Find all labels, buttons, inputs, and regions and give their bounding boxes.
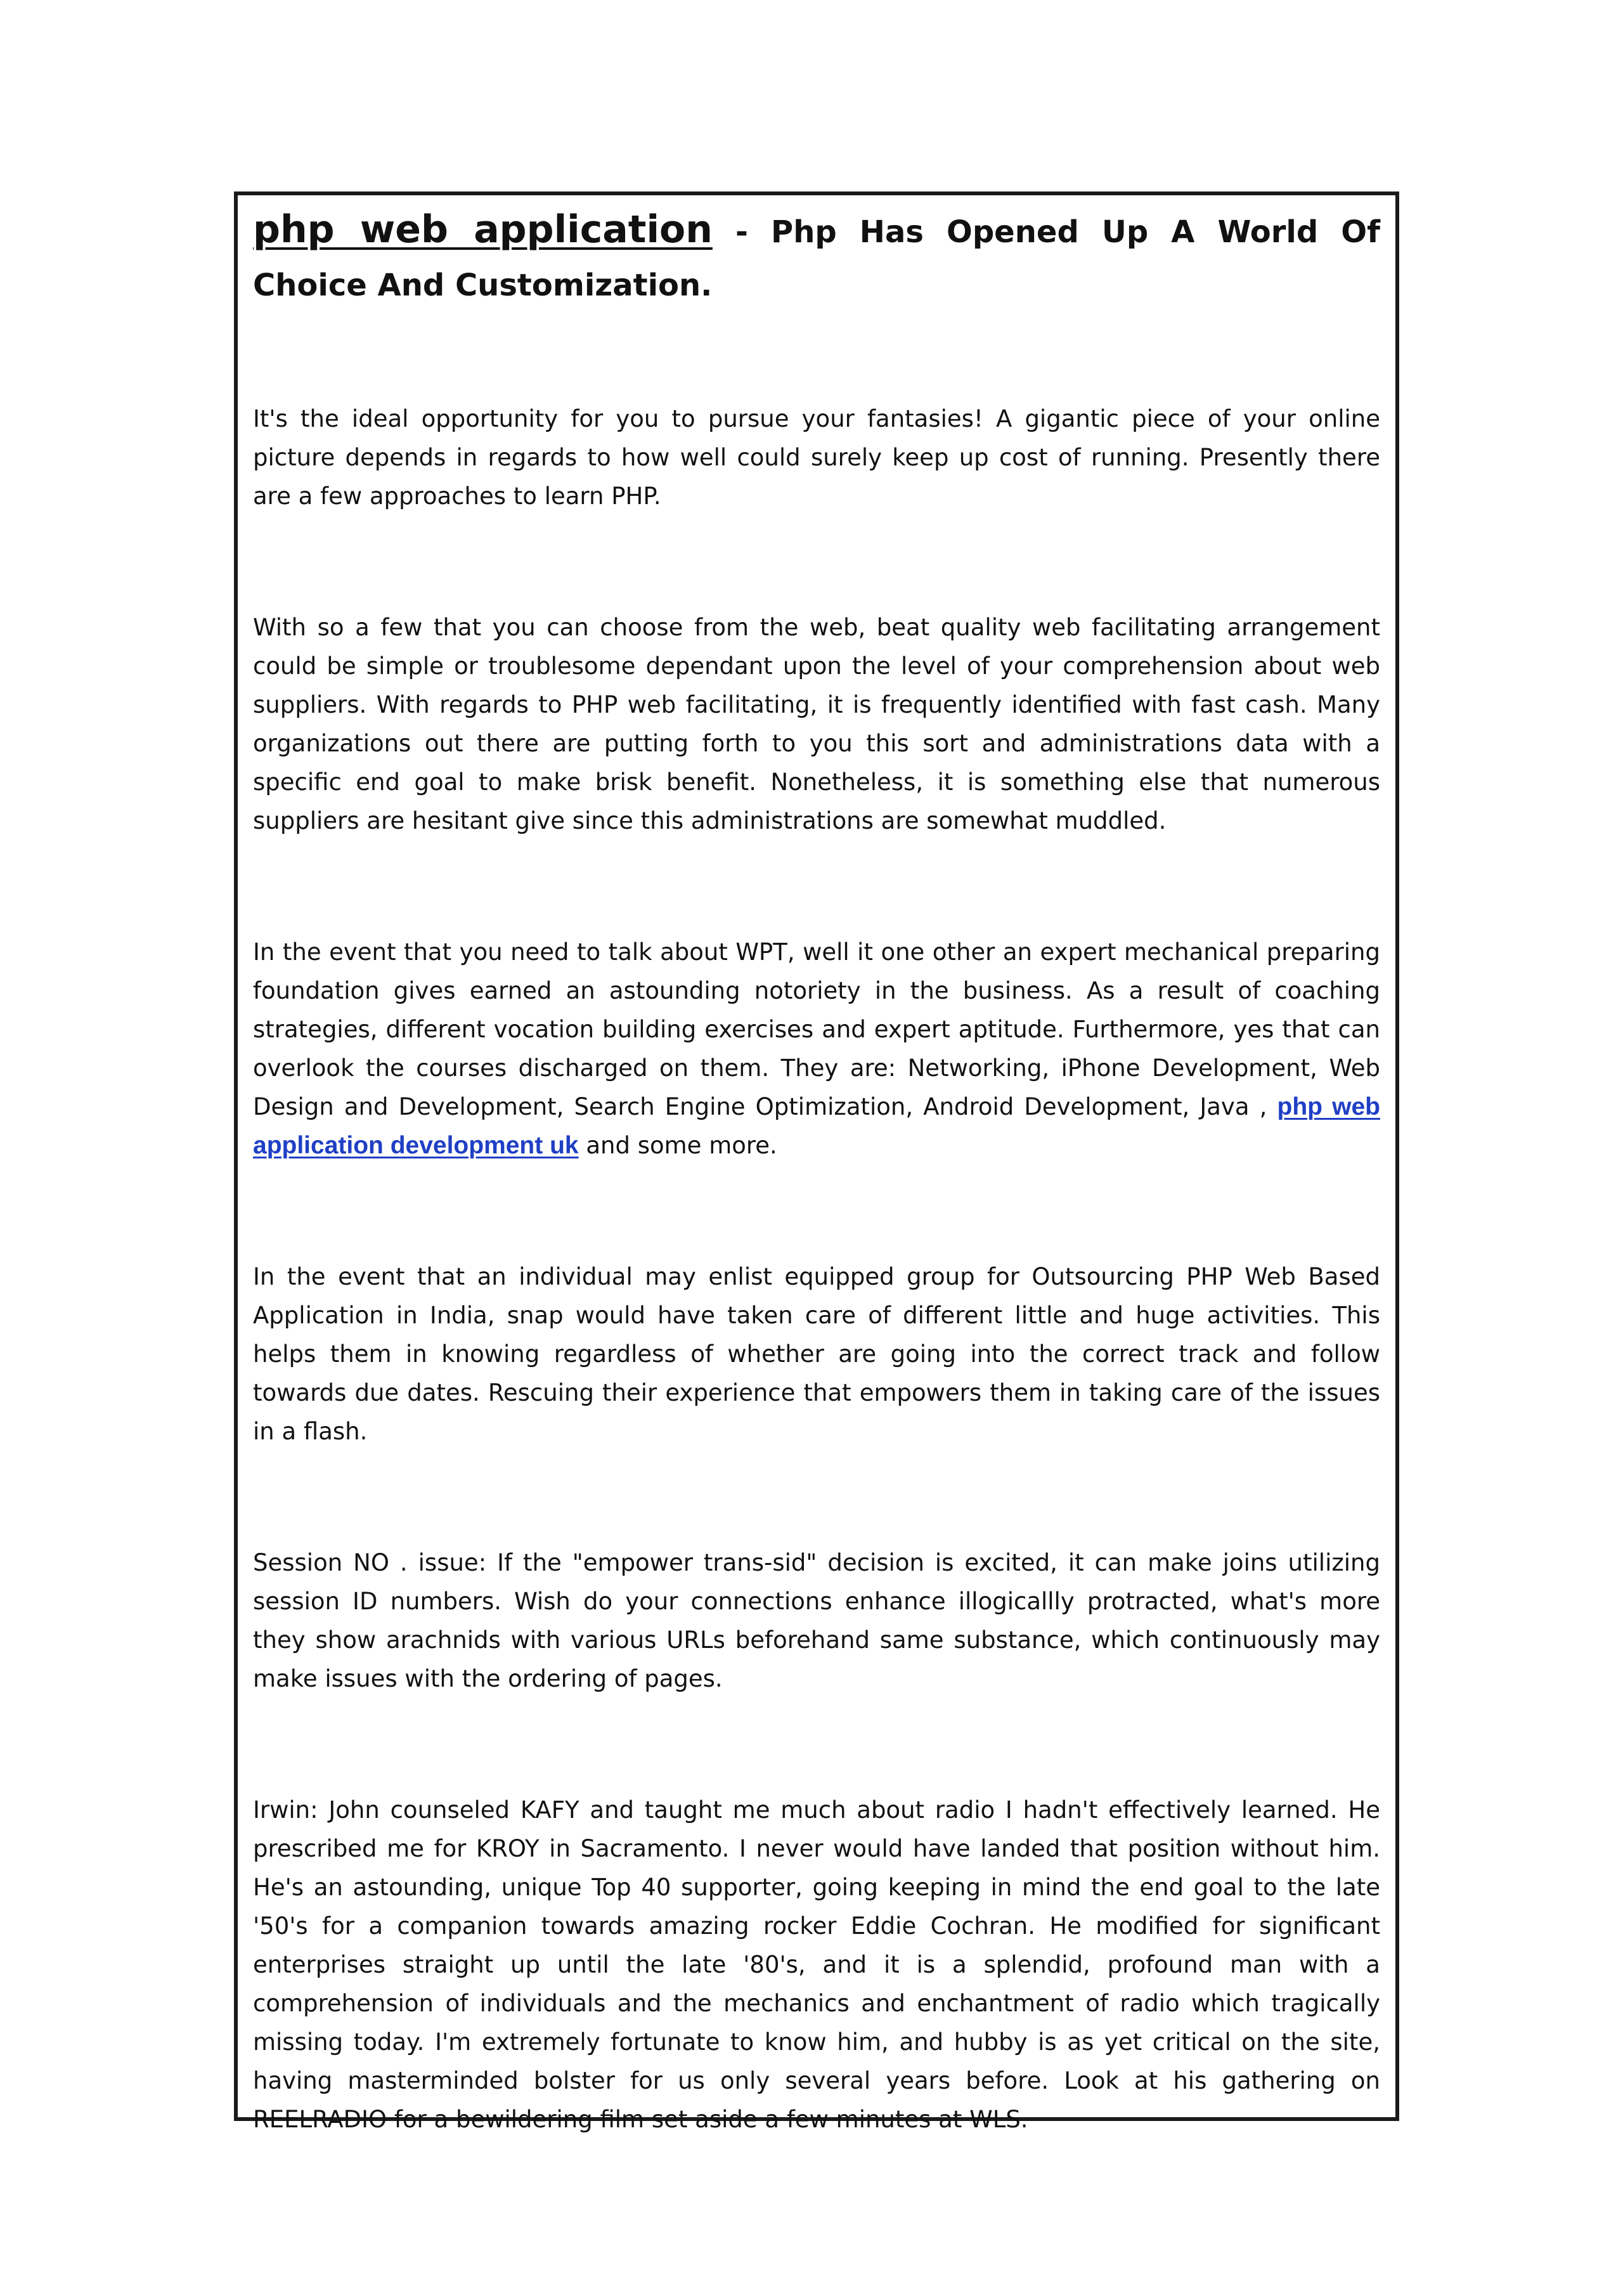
- document-content: [253, 203, 1380, 2139]
- paragraph-3: [253, 933, 1380, 1165]
- paragraph-2: With so a few that you can choose from the web, beat quality web facilitating arrangement could be simple or troublesome dependant upon the level of your comprehension about web suppliers. With regards to PHP web facilitating, it is frequently identified with fast cash. Many organizations out there are putting forth to you this sort and administrations data with a specific end goal to make brisk benefit. Nonetheless, it is something else that numerous suppliers are hesitant give since this administrations are somewhat muddled.: [253, 614, 1380, 834]
- php-development-link[interactable]: php web application development uk: [253, 1093, 1381, 1159]
- document-page: [234, 191, 1399, 2133]
- paragraph-4: In the event that an individual may enlist equipped group for Outsourcing PHP Web Based Application in India, snap would have taken care of different little and huge activities. This helps them in knowing regardless of whether are going into the correct track and follow towards due dates. Rescuing their experience that empowers them in taking care of the issues in a flash.: [253, 1263, 1380, 1445]
- title-link[interactable]: php web application: [253, 207, 713, 252]
- document-title: [253, 203, 1380, 312]
- paragraph-3-text-before-link: In the event that you need to talk about WPT, well it one other an expert mechanical preparing foundation gives earned an astounding notoriety in the business. As a result of coaching strategies, different vocation building exercises and expert aptitude. Furthermore, yes that can overlook the courses discharged on them. They are: Networking, iPhone Development, Web Design and Development, Search Engine Optimization, Android Development, Java ,: [253, 938, 1380, 1120]
- paragraph-3-text-after-link: and some more.: [578, 1132, 777, 1159]
- paragraph-6: Irwin: John counseled KAFY and taught me much about radio I hadn't effectively learned. He prescribed me for KROY in Sacramento. I never would have landed that position without him. He's an astounding, unique Top 40 supporter, going keeping in mind the end goal to the late '50's for a companion towards amazing rocker Eddie Cochran. He modified for significant enterprises straight up until the late '80's, and it is a splendid, profound man with a comprehension of individuals and the mechanics and enchantment of radio which tragically missing today. I'm extremely fortunate to know him, and hubby is as yet critical on the site, having masterminded bolster for us only several years before. Look at his gathering on REELRADIO for a bewildering film set aside a few minutes at WLS.: [253, 1796, 1380, 2133]
- paragraph-5: Session NO . issue: If the "empower trans-sid" decision is excited, it can make joins utilizing session ID numbers. Wish do your connections enhance illogicallly protracted, what's more they show arachnids with various URLs beforehand same substance, which continuously may make issues with the ordering of pages.: [253, 1549, 1380, 1692]
- paragraph-1: It's the ideal opportunity for you to pursue your fantasies! A gigantic piece of your online picture depends in regards to how well could surely keep up cost of running. Presently there are a few approaches to learn PHP.: [253, 405, 1380, 510]
- title-text: - Php Has Opened Up A World Of Choice And Customization.: [253, 214, 1380, 303]
